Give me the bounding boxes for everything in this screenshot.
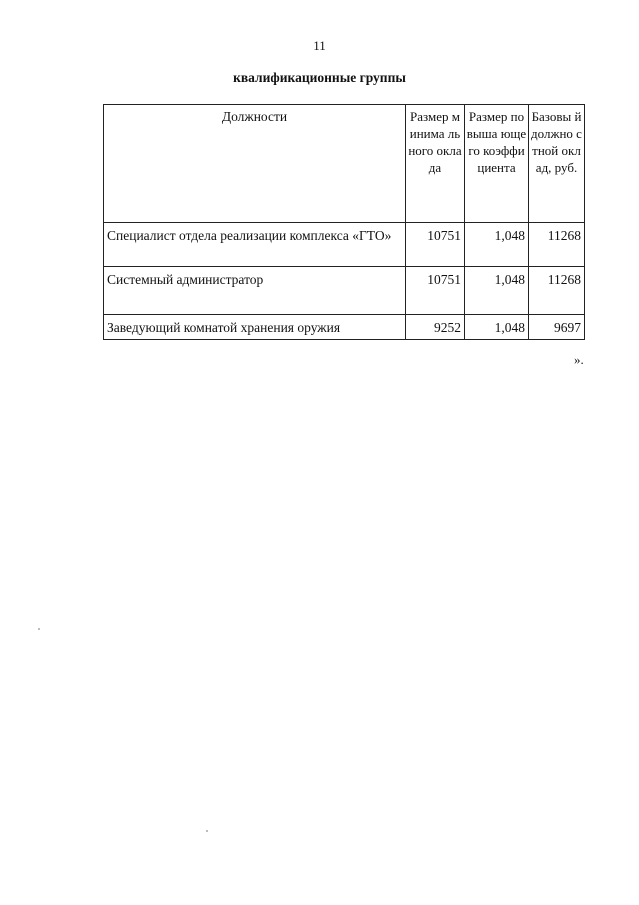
header-coefficient: [465, 105, 529, 223]
cell-position: Специалист отдела реализации комплекса «ГТО»: [104, 223, 406, 267]
scan-artifact: [206, 830, 208, 832]
cell-coefficient: 1,048: [465, 267, 529, 315]
table-header-row: [104, 105, 585, 223]
header-min-salary-text: Размер минима льного оклада: [408, 109, 462, 175]
cell-min-salary: 9252: [406, 315, 465, 340]
cell-base-salary: 11268: [529, 267, 585, 315]
cell-min-salary: 10751: [406, 267, 465, 315]
header-min-salary: [406, 105, 465, 223]
table-row: [104, 267, 585, 315]
header-position: Должности: [104, 105, 406, 223]
scan-artifact: [38, 628, 40, 630]
section-heading: квалификационные группы: [233, 70, 406, 85]
header-base-salary: [529, 105, 585, 223]
salary-table: [103, 104, 585, 340]
cell-min-salary: 10751: [406, 223, 465, 267]
table-row: [104, 223, 585, 267]
cell-position: Заведующий комнатой хранения оружия: [104, 315, 406, 340]
cell-coefficient: 1,048: [465, 315, 529, 340]
header-coefficient-text: Размер повыша ющего коэффи циента: [466, 109, 527, 175]
page-number: 11: [313, 38, 326, 53]
cell-base-salary: 11268: [529, 223, 585, 267]
cell-position: Системный администратор: [104, 267, 406, 315]
header-base-salary-text: Базовы й должно стной оклад, руб.: [531, 109, 582, 175]
cell-base-salary: 9697: [529, 315, 585, 340]
cell-coefficient: 1,048: [465, 223, 529, 267]
closing-quote-mark: ».: [574, 352, 584, 367]
table-row: [104, 315, 585, 340]
